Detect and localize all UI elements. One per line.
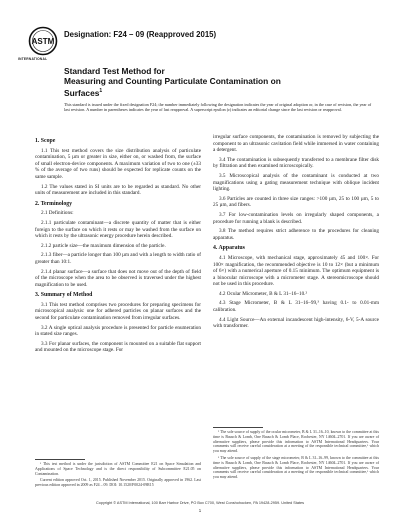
footnotes-left [35,462,201,490]
footnote-2: ² The sole source of supply of the ocular micrometer, B & L 31–16–10, known to the committee at this time is Bausch & Lomb, One Bausch & Lomb Place, Rochester, NY 14604–2701. If you are aware of alternative suppliers, please provide this information to ASTM International Headquarters. Your comments will receive careful consideration at a meeting of the responsible technical committee,¹ which you may attend. [213,430,379,454]
title-line-3 [64,86,354,98]
para-3-3-cont: irregular surface components, the contamination is removed by subjecting the component to an ultrasonic cavitation field while immersed in water containing a detergent. [213,134,379,154]
para-3-4: 3.4 The contamination is subsequently transferred to a membrane filter disk by filtration and then examined microscopically. [213,156,379,170]
title-line-2: Measuring and Counting Particulate Contamination on [64,76,281,87]
left-column [35,134,201,357]
para-3-6: 3.6 Particles are counted in three size ranges: >100 µm, 25 to 100 µm, 5 to 25 µm, and fibers. [213,195,379,209]
para-3-2: 3.2 A single optical analysis procedure is presented for particle enumeration in stated size ranges. [35,324,201,338]
document-title [64,66,354,98]
footnote-3: ³ The sole source of supply of the stage micrometer, B & L 31–16–99, known to the committee at this time is Bausch & Lomb, One Bausch & Lomb Place, Rochester, NY 14604–2701. If you are aware of alternative suppliers, please provide this information to ASTM International Headquarters. Your comments will receive careful consideration at a meeting of the responsible technical committee,¹ which you may attend. [213,455,379,480]
footnote-rule-right [213,427,263,428]
footnote-rule-left [35,459,85,460]
para-2-1-2: 2.1.2 particle size—the maximum dimension of the particle. [41,242,166,249]
section-1-heading: 1. Scope [35,138,56,144]
designation: Designation: F24 – 09 (Reapproved 2015) [64,30,217,39]
para-3-5: 3.5 Microscopical analysis of the contaminant is conducted at two magnifications using a gating measurement technique with oblique incident lighting. [213,172,379,193]
para-4-2: 4.2 Ocular Micrometer, B & L 31–16–10.² [219,290,308,297]
title-line-1: Standard Test Method for [64,66,165,76]
section-2-heading: 2. Terminology [35,200,73,207]
para-3-8: 3.8 The method requires strict adherence to the procedures for cleaning apparatus. [213,228,379,241]
section-4-heading: 4. Apparatus [213,245,245,252]
title-line-3-text: Surfaces [64,88,100,99]
issued-note: This standard is issued under the fixed designation F24; the number immediately following the designation indicates the year of original adoption or, in the case of revision, the year of last revision. A number in parentheses indicates the year of last reapproval. A superscript epsilon (ε) indicates an editorial change since the last revision or reapproval. [64,102,372,113]
para-1-2: 1.2 The values stated in SI units are to be regarded as standard. No other units of measurement are included in this standard. [35,183,201,197]
page-number: 1 [198,508,202,513]
para-3-7: 3.7 For low-contamination levels on irregularly shaped components, a procedure for running a blank is described. [213,211,379,225]
para-1-1: 1.1 This test method covers the size distribution analysis of particulate contamination, 5 µm or greater in size, either on, or washed from, the surface of small electron-device components. A maximum variation of two to one (±33 % of the average of two runs) should be expected for replicate counts on the same sample. [35,147,201,180]
para-2-1-4: 2.1.4 planar surface—a surface that does not move out of the depth of field of the microscope when the area to be observed is traversed under the highest magnification to be used. [35,268,201,288]
section-3-heading: 3. Summary of Method [35,292,93,299]
para-4-1: 4.1 Microscope, with mechanical stage, approximately 45 and 100×. For 100× magnification, the recommended objective is 10 to 12× (but a minimum of 6×) with a numerical aperture of 0.15 minimum. The optimum equipment is a binocular microscope with a micrometer stage. A stereomicroscope should not be used in this procedure. [213,254,379,288]
para-4-4: 4.4 Light Source—An external incandescent high-intensity, 6-V, 5-A source with transformer. [213,316,379,330]
footnotes-right [213,430,379,482]
astm-logo [28,26,58,56]
title-footnote-mark: 1 [99,88,103,95]
logo-text: ASTM [31,36,55,46]
copyright-footer: Copyright © ASTM International, 100 Barr Harbor Drive, PO Box C700, West Conshohocken, PA 19428-2959. United States [95,501,304,505]
para-3-3: 3.3 For planar surfaces, the component is mounted on a suitable flat support and mounted on the microscope stage. For [35,340,201,354]
para-2-1-1: 2.1.1 particulate contaminant—a discrete quantity of matter that is either foreign to the surface on which it rests or may be washed from the surface on which it rests by the ultrasonic energy procedure herein described. [35,219,201,240]
footnote-1a: ¹ This test method is under the jurisdiction of ASTM Committee E21 on Space Simulation and Applications of Space Technology and is the direct responsibility of Subcommittee E21.05 on Contamination. [35,462,201,476]
para-2-1: 2.1 Definitions: [41,210,74,217]
right-column [213,134,379,333]
para-2-1-3: 2.1.3 fiber—a particle longer than 100 µm and with a length to width ratio of greater than 10:1. [35,252,202,265]
para-4-3: 4.3 Stage Micrometer, B & L 31–16–99,³ having 0.1- to 0.01-mm calibration. [213,300,379,314]
logo-caption: INTERNATIONAL [18,57,48,61]
footnote-1b: Current edition approved Oct. 1, 2015. Published November 2015. Originally approved in 1962. Last previous edition approved in 2009 as F24 – 09. DOI: 10.1520/F0024-09R15 [35,478,201,488]
para-3-1: 3.1 This test method comprises two procedures for preparing specimens for microscopical analysis: one for adhered particles on planar surfaces and the second for particulate contamination removed from irregular surfaces. [35,301,201,322]
